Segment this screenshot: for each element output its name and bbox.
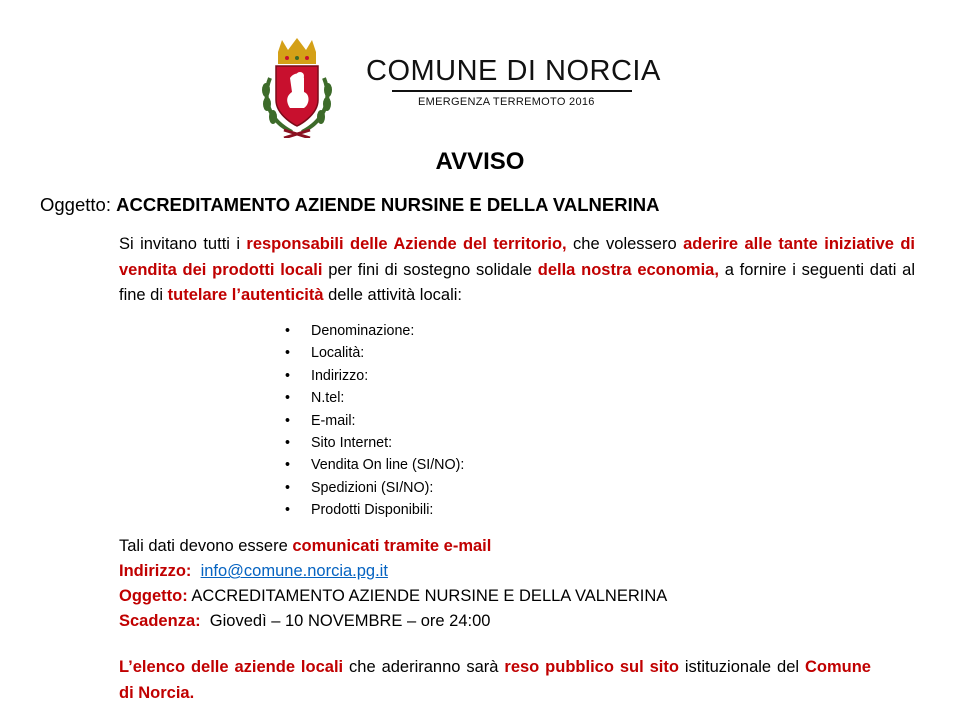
closing-highlight-3: Comune di Norcia. [119,658,871,702]
list-item: • Sito Internet: [285,432,464,454]
contact-block [119,534,667,634]
notice-heading: AVVISO [435,148,525,175]
municipality-name: COMUNE DI NORCIA [366,55,661,87]
subject-repeat-line [119,584,667,609]
deadline-label: Scadenza: [119,612,201,630]
intro-text-4: a fornire i seguenti dati al fine di [119,260,915,304]
list-item: • N.tel: [285,387,464,409]
intro-text-5: delle attività locali: [323,286,462,304]
list-item: • Indirizzo: [285,365,464,387]
subject-line [40,194,659,216]
emergency-subtitle: EMERGENZA TERREMOTO 2016 [418,96,595,108]
contact-instruction [119,534,667,559]
subject-repeat-label: Oggetto: [119,587,188,605]
closing-paragraph [119,654,871,706]
list-item: • Vendita On line (SI/NO): [285,454,464,476]
list-item: • Denominazione: [285,320,464,342]
list-item: • Spedizioni (SI/NO): [285,477,464,499]
list-item: • Prodotti Disponibili: [285,499,464,521]
header-divider [392,90,632,92]
intro-highlight-4: tutelare l’autenticità [167,286,324,304]
norcia-coat-of-arms-logo [258,38,336,138]
instruction-highlight: comunicati tramite e-mail [292,537,492,555]
intro-text-2: che volessero [566,235,684,253]
intro-paragraph [119,232,915,309]
list-item: • E-mail: [285,410,464,432]
deadline-value: Giovedì – 10 NOVEMBRE – ore 24:00 [209,612,491,630]
address-label: Indirizzo: [119,562,192,580]
intro-highlight-2: aderire alle tante iniziative di vendita dei prodotti locali [119,235,915,279]
subject-repeat-value: ACCREDITAMENTO AZIENDE NURSINE E DELLA VALNERINA [191,587,668,605]
list-item: • Località: [285,342,464,364]
address-line [119,559,667,584]
intro-highlight-1: responsabili delle Aziende del territorio, [246,235,567,253]
closing-text-2: istituzionale del [678,658,805,676]
subject-value: ACCREDITAMENTO AZIENDE NURSINE E DELLA VALNERINA [116,194,660,215]
subject-label: Oggetto: [40,194,111,215]
email-link[interactable]: info@comune.norcia.pg.it [200,562,388,580]
deadline-line [119,609,667,634]
required-fields-list [285,320,464,522]
intro-text-1: Si invitano tutti i [119,235,247,253]
closing-highlight-2: reso pubblico sul sito [504,658,679,676]
closing-highlight-1: L’elenco delle aziende locali [119,658,344,676]
instruction-text: Tali dati devono essere [119,537,293,555]
intro-text-3: per fini di sostegno solidale [322,260,538,279]
closing-text-1: che aderiranno sarà [343,658,505,676]
intro-highlight-3: della nostra economia, [537,260,719,279]
